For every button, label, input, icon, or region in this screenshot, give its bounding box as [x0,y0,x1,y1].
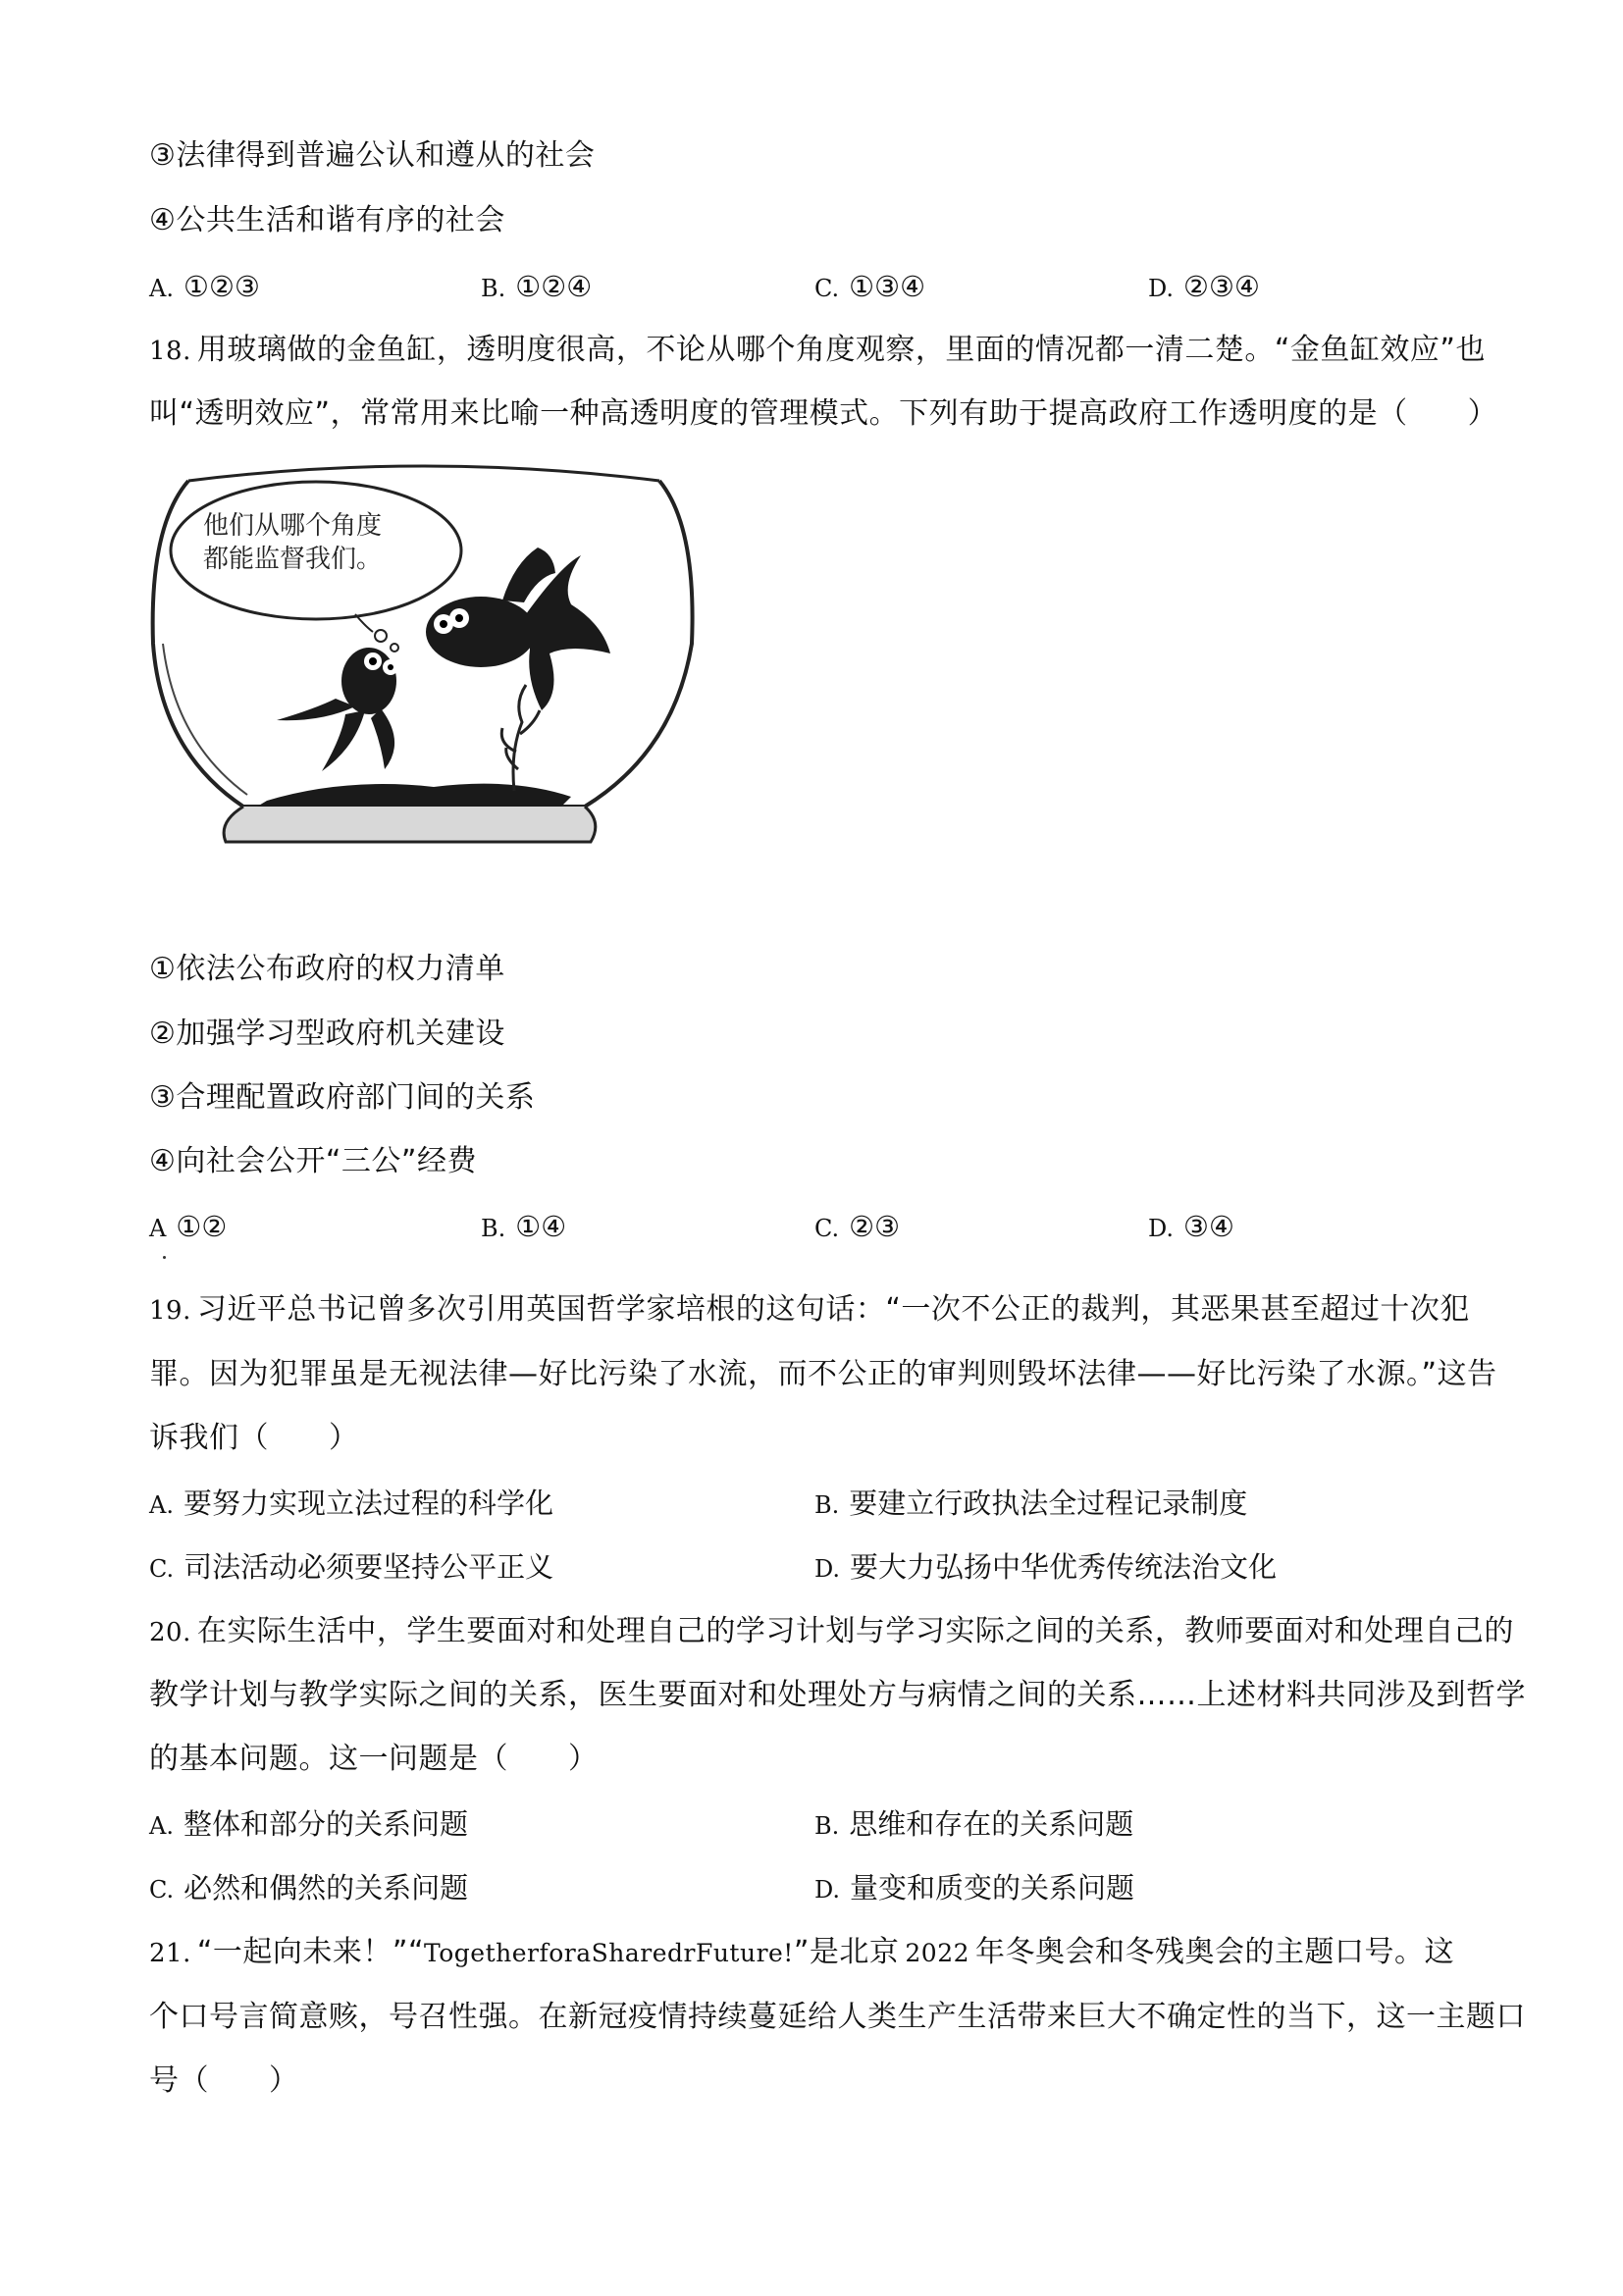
q19-stem-line-3: 诉我们（ ） [149,1421,359,1455]
q18-option-b[interactable]: B. ①④ [481,1210,567,1243]
q18-item-2: ②加强学习型政府机关建设 [149,1017,505,1051]
q19-option-d[interactable]: D. 要大力弘扬中华优秀传统法治文化 [814,1550,1278,1584]
q19-stem-line-2: 罪。因为犯罪虽是无视法律—好比污染了水流，而不公正的审判则毁坏法律——好比污染了水源。”这告 [149,1357,1497,1391]
q17-item-3: ③法律得到普遍公认和遵从的社会 [149,138,596,173]
q19-option-c[interactable]: C. 司法活动必须要坚持公平正义 [149,1550,554,1584]
q20-stem-line-2: 教学计划与教学实际之间的关系，医生要面对和处理处方与病情之间的关系……上述材料共同涉及到哲学 [149,1678,1526,1712]
bubble-text-line-2: 都能监督我们。 [203,545,383,574]
q17-item-4: ④公共生活和谐有序的社会 [149,203,505,237]
q20-option-d[interactable]: D. 量变和质变的关系问题 [814,1871,1135,1905]
goldfish-small-icon [277,648,398,771]
q20-option-a[interactable]: A. 整体和部分的关系问题 [149,1807,468,1841]
q17-option-a[interactable]: A. ①②③ [149,270,260,303]
q17-option-b[interactable]: B. ①②④ [481,270,593,303]
q18-option-a[interactable]: A ①② [149,1210,228,1243]
q17-option-d[interactable]: D. ②③④ [1148,270,1261,303]
q20-stem-line-1: 20. 在实际生活中，学生要面对和处理自己的学习计划与学习实际之间的关系，教师要面对和处理自己的 [149,1614,1514,1648]
q18-option-d[interactable]: D. ③④ [1148,1210,1235,1243]
bubble-text-line-1: 他们从哪个角度 [203,511,383,541]
q18-item-3: ③合理配置政府部门间的关系 [149,1080,536,1115]
q18-item-4: ④向社会公开“三公”经费 [149,1144,477,1178]
q21-stem-line-2: 个口号言简意赅，号召性强。在新冠疫情持续蔓延给人类生产生活带来巨大不确定性的当下，这一主题口 [149,2000,1526,2034]
q18-option-c[interactable]: C. ②③ [814,1210,901,1243]
q21-stem-line-1: 21. “一起向未来！”“TogetherforaSharedrFuture!”是北京 2022 年冬奥会和冬残奥会的主题口号。这 [149,1935,1455,1969]
q17-option-c[interactable]: C. ①③④ [814,270,926,303]
q21-stem-line-3: 号（ ） [149,2063,299,2098]
q19-option-b[interactable]: B. 要建立行政执法全过程记录制度 [814,1487,1248,1520]
q18-stem-line-2: 叫“透明效应”，常常用来比喻一种高透明度的管理模式。下列有助于提高政府工作透明度的是（ ） [149,396,1498,431]
stray-dot [163,1256,166,1259]
q18-item-1: ①依法公布政府的权力清单 [149,952,505,986]
goldfish-bowl-cartoon [149,457,699,861]
q19-stem-line-1: 19. 习近平总书记曾多次引用英国哲学家培根的这句话：“一次不公正的裁判，其恶果甚至超过十次犯 [149,1292,1470,1327]
q18-stem-line-1: 18. 用玻璃做的金鱼缸，透明度很高，不论从哪个角度观察，里面的情况都一清二楚。“金鱼缸效应”也 [149,333,1486,367]
q20-stem-line-3: 的基本问题。这一问题是（ ） [149,1742,599,1776]
q20-option-c[interactable]: C. 必然和偶然的关系问题 [149,1871,469,1905]
q20-option-b[interactable]: B. 思维和存在的关系问题 [814,1807,1134,1841]
q19-option-a[interactable]: A. 要努力实现立法过程的科学化 [149,1487,553,1520]
